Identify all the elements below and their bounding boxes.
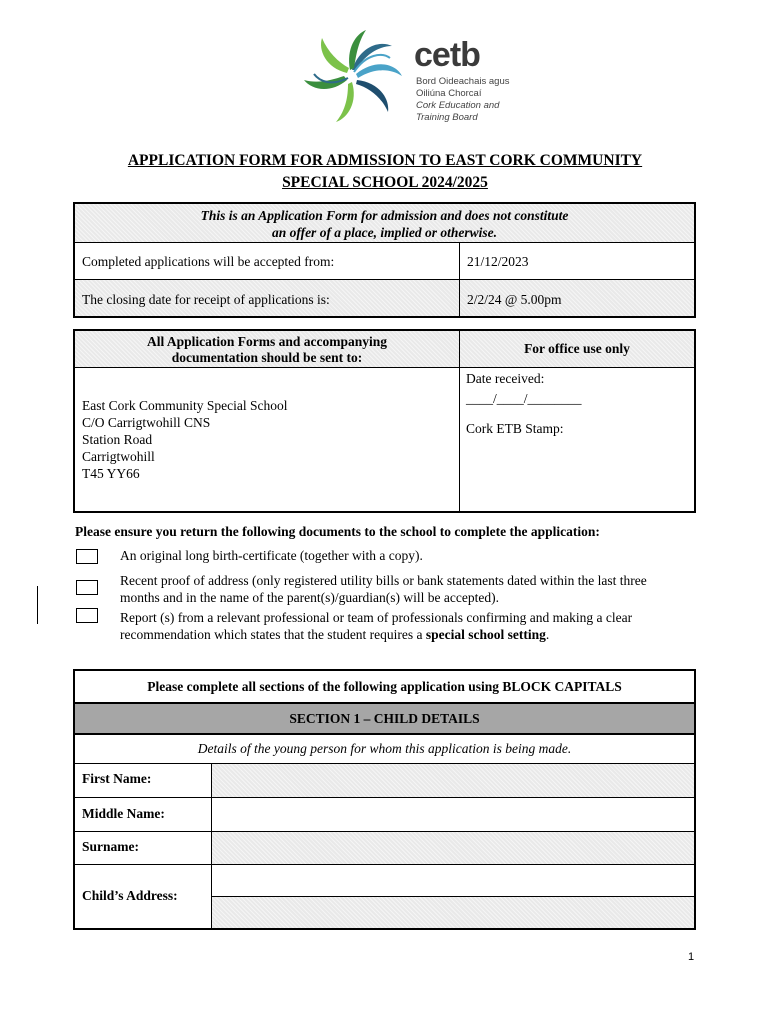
child-address-input-line2[interactable] [212,897,694,928]
stamp-label: Cork ETB Stamp: [466,421,564,436]
logo-english-line2: Training Board [416,112,478,123]
send-to-header [75,331,459,367]
child-address-label: Child’s Address: [82,888,178,903]
accepted-from-label: Completed applications will be accepted from: [82,254,335,269]
page-title-line1: APPLICATION FORM FOR ADMISSION TO EAST CORK COMMUNITY [127,152,643,169]
section1-subheader: Details of the young person for whom this application is being made. [197,741,572,756]
professional-report-line1: Report (s) from a relevant professional or team of professionals confirming and making a clear [120,610,633,625]
professional-report-text [120,609,730,643]
first-name-label: First Name: [82,771,152,786]
first-name-input[interactable] [212,764,694,797]
section1-header: SECTION 1 – CHILD DETAILS [75,704,694,733]
logo-irish-line1: Bord Oideachais agus [416,76,510,87]
block-capitals-instruction: Please complete all sections of the following application using BLOCK CAPITALS [147,679,622,694]
birth-certificate-checkbox[interactable] [76,549,98,564]
middle-name-input[interactable] [212,798,694,831]
logo-english-line1: Cork Education and [416,100,500,111]
date-received-blank: ____/____/________ [466,391,582,406]
proof-of-address-text [120,572,730,606]
documents-heading: Please ensure you return the following documents to the school to complete the application: [75,524,600,539]
cetb-swirl-logo-icon [300,28,410,128]
address-line: C/O Carrigtwohill CNS [82,415,211,430]
office-use-header: For office use only [460,331,694,367]
date-received [466,369,686,409]
proof-of-address-checkbox[interactable] [76,580,98,595]
proof-of-address-line1: Recent proof of address (only registered utility bills or bank statements dated within the last three [120,573,647,588]
address-table [73,329,696,513]
cetb-logo [300,28,520,128]
date-received-label: Date received: [466,371,545,386]
closing-date-value: 2/2/24 @ 5.00pm [467,292,562,307]
report-line2-bold: special school setting [425,627,546,642]
logo-wordmark: cetb [414,36,480,74]
send-to-header-line1: All Application Forms and accompanying [146,334,388,349]
address-line: Station Road [82,432,153,447]
surname-input[interactable] [212,832,694,864]
birth-certificate-text: An original long birth-certificate (together with a copy). [120,548,423,563]
proof-of-address-line2: months and in the name of the parent(s)/guardian(s) will be accepted). [120,590,499,605]
accepted-from-value: 21/12/2023 [467,254,529,269]
closing-date-label: The closing date for receipt of applications is: [82,292,330,307]
surname-label: Surname: [82,839,139,854]
send-to-header-line2: documentation should be sent to: [171,350,363,365]
report-line2-text: recommendation which states that the student requires a [120,627,426,642]
page-number: 1 [688,951,695,963]
address-line: Carrigtwohill [82,449,155,464]
professional-report-checkbox[interactable] [76,608,98,623]
notice-table [73,202,696,318]
school-address [82,397,452,482]
report-line2-end: . [545,627,550,642]
professional-report-line2 [120,626,730,643]
child-address-input-line1[interactable] [212,865,694,896]
notice-line1: This is an Application Form for admission and does not constitute [200,208,569,223]
logo-irish-line2: Oiliúna Chorcaí [416,88,482,99]
address-line: East Cork Community Special School [82,398,288,413]
page-title-line2: SPECIAL SCHOOL 2024/2025 [282,174,488,191]
notice-line2: an offer of a place, implied or otherwise. [271,225,498,240]
address-line: T45 YY66 [82,466,140,481]
middle-name-label: Middle Name: [82,806,165,821]
section1-table [73,669,696,930]
notice-header [75,204,694,242]
